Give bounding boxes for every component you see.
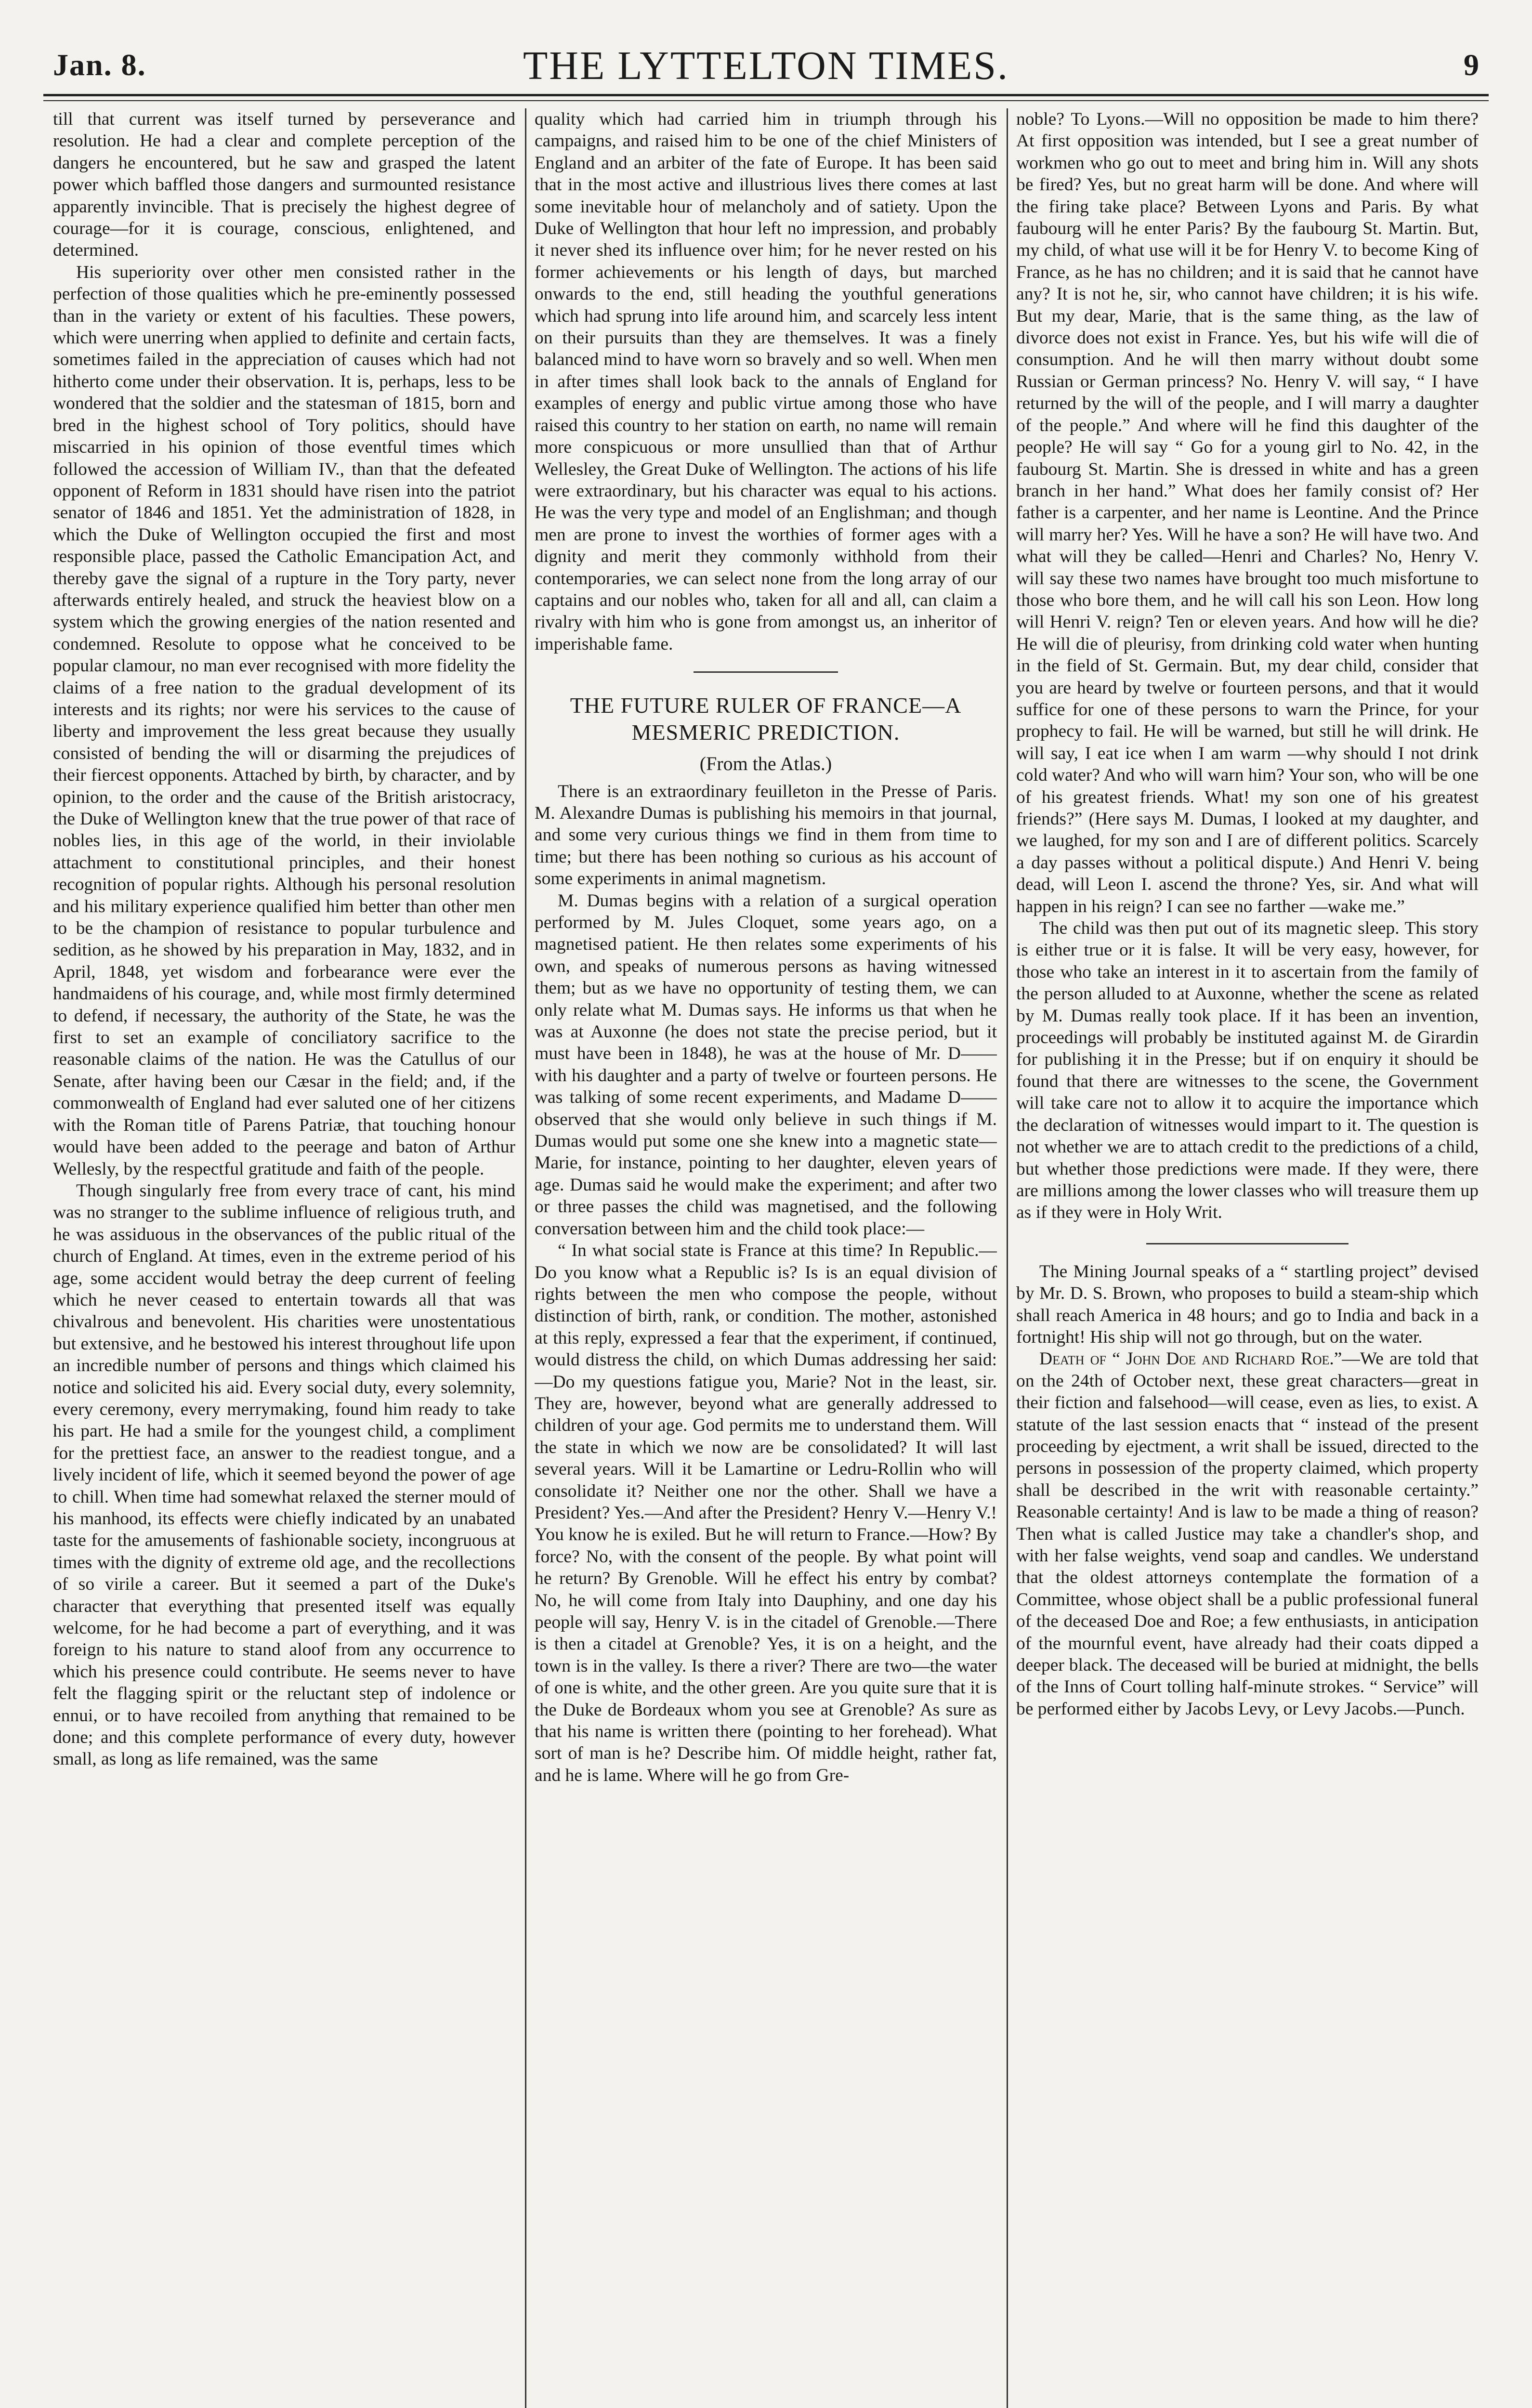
wellington-paragraph-1: till that current was itself turned by perseverance and resolution. He had a clear and complete perception of the dangers he encountered, but he saw and grasped the latent power which baffled those dangers and surmounted resistance apparently invincible. That is precisely the highest degree of courage—for it is courage, conscious, enlightened, and determined. (53, 109, 515, 261)
section-divider (694, 671, 838, 673)
column-divider (525, 108, 526, 2408)
doe-roe-item (1016, 1348, 1479, 1720)
doe-roe-lead: Death of “ John Doe and Richard Roe.” (1039, 1349, 1342, 1369)
article-source: (From the Atlas.) (699, 753, 832, 775)
dumas-paragraph-1: There is an extraordinary feuilleton in the Presse of Paris. M. Alexandre Dumas is publishing his memoirs in that journal, and some very curious things we find in them from time to time; but there has been nothing so curious as his account of some experiments in animal magnetism. (535, 781, 997, 889)
dumas-conclusion: The child was then put out of its magnetic sleep. This story is either true or it is false. It will be very easy, however, for those who take an interest in it to ascertain from the family of the person alluded to at Auxonne, whether the scene as related by M. Dumas really took place. If it has been an invention, proceedings will probably be instituted against M. de Girardin for publishing it in the Presse; but if on enquiry it should be found that there are witnesses to the scene, the Government will take care not to allow it to acquire the importance which the declaration of witnesses would impart to it. The question is not whether we are to attach credit to the predictions of a child, but whether those predictions were made. If they were, there are millions among the lower classes who will treasure them up as if they were in Holy Writ. (1016, 918, 1479, 1223)
columns (53, 108, 1479, 2408)
article-heading: THE FUTURE RULER OF FRANCE—A MESMERIC PREDICTION. (570, 693, 962, 745)
wellington-paragraph-2: His superiority over other men consisted rather in the perfection of those qualities which he pre-eminently possessed than in the variety or extent of his faculties. These powers, which were unerring when applied to definite and certain facts, sometimes failed in the appreciation of causes which had not hitherto come under their observation. It is, perhaps, less to be wondered that the soldier and the statesman of 1815, born and bred in the highest school of Tory politics, should have miscarried in his opinion of those eventful times which followed the accession of William IV., than that the defeated opponent of Reform in 1831 should have risen into the patriot senator of 1846 and 1851. Yet the administration of 1828, in which the Duke of Wellington occupied the first and most responsible place, passed the Catholic Emancipation Act, and thereby gave the signal of a rupture in the Tory party, never afterwards entirely healed, and struck the heaviest blow on a system which the growing energies of the nation resented and condemned. Resolute to oppose what he conceived to be popular clamour, no man ever recognised with more fidelity the claims of a free nation to the gradual development of its interests and its rights; nor were his services to the cause of liberty and improvement the less great because they usually consisted of bending the will or disarming the prejudices of their fiercest opponents. Attached by birth, by character, and by opinion, to the order and the cause of the British aristocracy, the Duke of Wellington knew that the true power of that race of nobles lies, in this age of the world, in their inviolable attachment to constitutional principles, and their honest recognition of popular rights. Although his personal resolution and his military experience qualified him better than other men to be the champion of resistance to popular turbulence and sedition, as he showed by his preparation in May, 1832, and in April, 1848, yet wisdom and forbearance were ever the handmaidens of his courage, and, while most firmly determined to defend, if necessary, the authority of the State, he was the first to set an example of conciliatory sacrifice to the reasonable claims of the nation. He was the Catullus of our Senate, after having been our Cæsar in the field; and, if the commonwealth of England had ever saluted one of her citizens with the Roman title of Parens Patriæ, that touching honour would have been added to the peerage and baton of Arthur Wellesly, by the respectful gratitude and faith of the people. (53, 262, 515, 1179)
dumas-paragraph-2: M. Dumas begins with a relation of a surgical operation performed by M. Jules Cloquet, some years ago, on a magnetised patient. He then relates some experiments of his own, and speaks of numerous persons as having witnessed them; but as we have no opportunity of testing them, we can only relate what M. Dumas says. He informs us that when he was at Auxonne (he does not state the precise period, but it must have been in 1848), he was at the house of Mr. D—— with his daughter and a party of twelve or fourteen persons. He was talking of some recent experiments, and Madame D—— observed that she would only believe in such things if M. Dumas would put some one she knew into a magnetic state—Marie, for instance, pointing to her daughter, eleven years of age. Dumas said he would make the experiment; and after two or three passes the child was magnetised, and the following conversation between him and the child took place:— (535, 890, 997, 1239)
doe-roe-body: —We are told that on the 24th of October next, these great characters—great in their fiction and falsehood—will cease, even as lies, to exist. A statute of the last session enacts that “ instead of the present proceeding by ejectment, a writ shall be issued, directed to the persons in possession of the property claimed, which property shall be described in the writ with reasonable certainty.” Reasonable certainty! And is law to be made a thing of reason? Then what is called Justice may take a chandler's shop, and with her false weights, vend soap and candles. We understand that the oldest attorneys contemplate the formation of a Committee, whose object shall be a public professional funeral of the deceased Doe and Roe; a few enthusiasts, in anticipation of the mournful event, have already had their coats dipped a deeper black. The deceased will be buried at midnight, the bells of the Inns of Court tolling half-minute strokes. “ Service” will be performed either by Jacobs Levy, or Levy Jacobs.—Punch. (1016, 1349, 1479, 1719)
page-number: 9 (1464, 48, 1479, 82)
masthead-rule-thin (43, 100, 1489, 101)
section-divider (1146, 1243, 1349, 1244)
masthead-rule (43, 94, 1489, 96)
wellington-paragraph-3: Though singularly free from every trace of cant, his mind was no stranger to the sublime influence of religious truth, and he was assiduous in the observances of the public ritual of the church of England. At times, even in the extreme period of his age, some accident would betray the deep current of feeling which he never ceased to entertain towards all that was chivalrous and benevolent. His charities were unostentatious but extensive, and he bestowed his interest throughout life upon an incredible number of persons and things which claimed his notice and solicited his aid. Every social duty, every solemnity, every ceremony, every merrymaking, found him ready to take his part. He had a smile for the youngest child, a compliment for the prettiest face, an answer to the readiest tongue, and a lively incident of life, which it seemed beyond the power of age to chill. When time had somewhat relaxed the sterner mould of his manhood, its effects were chiefly indicated by an unabated taste for the amusements of fashionable society, incongruous at times with the dignity of extreme old age, and the recollections of so virile a career. But it seemed a part of the Duke's character that everything that presented itself was equally welcome, for he had become a part of everything, and it was foreign to his nature to stand aloof from any occurrence to which his presence could contribute. He seems never to have felt the flagging spirit or the reluctant step of indolence or ennui, or to have recoiled from anything that remained to be done; and this complete performance of every duty, however small, as long as life remained, was the same (53, 1180, 515, 1769)
column-divider (1007, 108, 1008, 2408)
mining-journal-item: The Mining Journal speaks of a “ startling project” devised by Mr. D. S. Brown, who proposes to build a steam-ship which shall reach America in 48 hours; and go to India and back in a fortnight! His ship will not go through, but on the water. (1016, 1261, 1479, 1347)
issue-date: Jan. 8. (53, 48, 146, 82)
column-3 (1016, 108, 1479, 2408)
newspaper-title: THE LYTTELTON TIMES. (523, 43, 1009, 88)
masthead (43, 39, 1489, 96)
dumas-dialogue-continued: noble? To Lyons.—Will no opposition be made to him there? At first opposition was intended, but I see a great number of workmen who go out to meet and bring him in. Will any shots be fired? Yes, but no great harm will be done. And where will the firing take place? Between Lyons and Paris. By what faubourg will he enter Paris? By the faubourg St. Martin. But, my child, of what use will it be for Henry V. to become King of France, as he has no children; and it is said that he cannot have any? It is not he, sir, who cannot have children; it is his wife. But my dear, Marie, that is the same thing, as the law of divorce does not exist in France. Yes, but his wife will die of consumption. And he will then marry without doubt some Russian or German princess? No. Henry V. will say, “ I have returned by the will of the people, and I will marry a daughter of the people.” And where will he find this daughter of the people? He will say “ Go for a young girl to No. 42, in the faubourg St. Martin. She is dressed in white and has a green branch in her hand.” What does her family consist of? Her father is a carpenter, and her name is Leontine. And the Prince will marry her? Yes. Will he have a son? He will have two. And what will they be called—Henri and Charles? No, Henry V. will say these two names have brought too much misfortune to those who bore them, and he will call his son Leon. How long will Henri V. reign? Ten or eleven years. And how will he die? He will die of pleurisy, from drinking cold water when hunting in the field of St. Germain. But, my dear child, consider that you are heard by twelve or fourteen persons, and that it would suffice for one of these persons to warn the Prince, for your prophecy to fail. He will be warned, but still he will drink. He will say, I eat ice when I am warm —why should I not drink cold water? And who will warn him? Your son, who will be one of his greatest friends. What! my son one of his greatest friends?” (Here says M. Dumas, I looked at my daughter, and we laughed, for my son and I are of different politics. Scarcely a day passes without a political dispute.) And Henri V. being dead, will Leon I. ascend the throne? Yes, sir. And what will happen in his reign? I can see no farther —wake me.” (1016, 109, 1479, 916)
column-1 (53, 108, 515, 2408)
dumas-dialogue: “ In what social state is France at this time? In Republic.—Do you know what a Republic is? Is is an equal division of rights between the men who compose the people, without distinction of birth, rank, or condition. The mother, astonished at this reply, expressed a fear that the experiment, if continued, would distress the child, on which Dumas addressing her said:—Do my questions fatigue you, Marie? Not in the least, sir. They are, however, beyond what are generally addressed to children of your age. God permits me to understand them. Will the state in which we now are be consolidated? It will last several years. Will it be Lamartine or Ledru-Rollin who will consolidate it? Neither one nor the other. Shall we have a President? Yes.—And after the President? Henry V.—Henry V.! You know he is exiled. But he will return to France.—How? By force? No, with the consent of the people. By what point will he return? By Grenoble. Will he effect his entry by combat? No, he will come from Italy into Dauphiny, and one day his people will say, Henry V. is in the citadel of Grenoble.—There is then a citadel at Grenoble? Yes, it is on a height, and the town is in the valley. Is there a river? There are two—the water of one is white, and the other green. Are you quite sure that it is the Duke de Bordeaux whom you see at Grenoble? As sure as that his name is written there (pointing to her forehead). What sort of man is he? Describe him. Of middle height, rather fat, and he is lame. Where will he go from Gre- (535, 1241, 997, 1785)
wellington-paragraph-4: quality which had carried him in triumph through his campaigns, and raised him to be one of the chief Ministers of England and an arbiter of the fate of Europe. It has been said that in the most active and illustrious lives there comes at last some inevitable hour of melancholy and of satiety. Upon the Duke of Wellington that hour left no impression, and probably it never shed its influence over him; for he never rested on his former achievements or his length of days, but marched onwards to the end, still heading the youthful generations which had sprung into life around him, and scarcely less intent on their pursuits than they are themselves. It was a finely balanced mind to have worn so bravely and so well. When men in after times shall look back to the annals of England for examples of energy and public virtue among those who have raised this country to her station on earth, no name will remain more conspicuous or more unsullied than that of Arthur Wellesley, the Great Duke of Wellington. The actions of his life were extraordinary, but his character was equal to his actions. He was the very type and model of an Englishman; and though men are prone to invest the worthies of former ages with a dignity and merit they commonly withhold from their contemporaries, we can select none from the long array of our captains and our nobles who, taken for all and all, can claim a rivalry with him who is gone from amongst us, an inheritor of imperishable fame. (535, 109, 997, 654)
column-2 (535, 108, 997, 2408)
